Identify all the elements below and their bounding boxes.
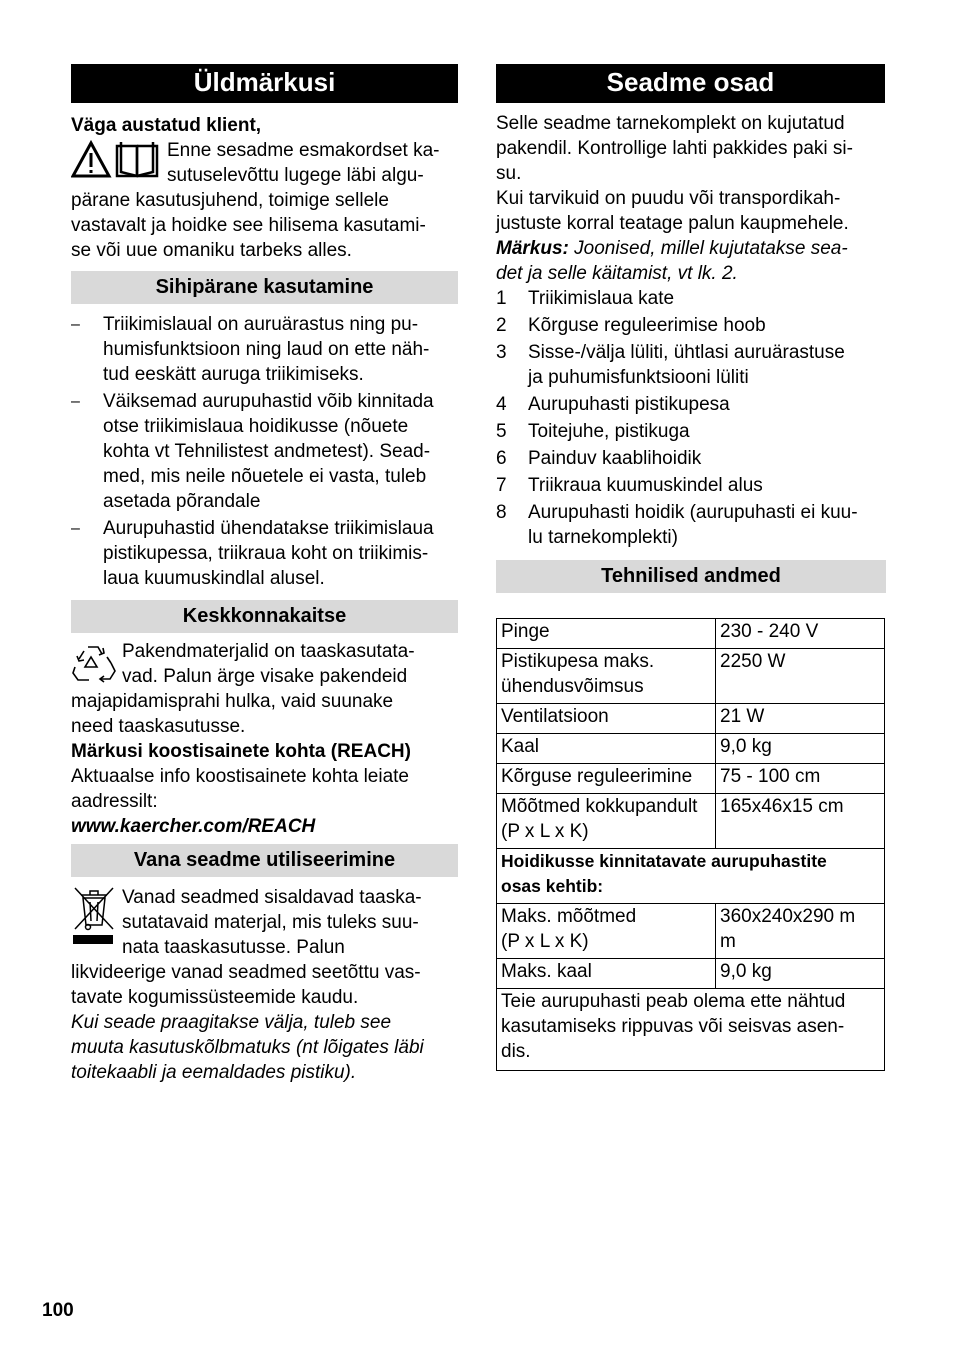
spec-value	[716, 794, 885, 849]
spec-label	[497, 619, 716, 649]
table-row	[497, 959, 885, 989]
spec-label-line: Maks. mõõtmed	[501, 906, 637, 927]
crossed-bin-icon	[71, 885, 117, 945]
parts-list	[496, 286, 885, 550]
spec-label-line: (P x L x K)	[501, 821, 589, 842]
spec-value-line: m	[720, 931, 736, 952]
salutation: Väga austatud klient,	[71, 115, 262, 136]
spec-value	[716, 649, 885, 704]
spec-label-line: Mõõtmed kokkupandult	[501, 796, 698, 817]
item-line: otse triikimislaua hoidikusse (nõuete	[103, 416, 409, 437]
left-column	[71, 64, 458, 1085]
spec-value	[716, 904, 885, 959]
item-text: Aurupuhasti hoidik (aurupuhasti ei kuu-	[528, 502, 858, 523]
note-label: Märkus:	[496, 238, 569, 259]
item-number: 6	[496, 448, 507, 469]
bullet-dash: –	[71, 520, 80, 537]
recycle-icon	[71, 643, 117, 685]
item-number: 5	[496, 421, 507, 442]
parts-intro-line: pakendil. Kontrollige lahti pakkides paki si-	[496, 138, 853, 159]
holder-heading-line: Hoidikusse kinnitatavate aurupuhastite	[501, 851, 827, 871]
disposal-heading: Vana seadme utiliseerimine	[71, 844, 458, 877]
parts-list-item	[496, 286, 885, 311]
spec-value-line: 230 - 240 V	[720, 621, 819, 642]
item-number: 1	[496, 288, 507, 309]
environment-line: Pakendmaterjalid on taaskasutata-	[122, 641, 415, 662]
parts-missing-line: Kui tarvikuid on puudu või transpordikah-	[496, 188, 841, 209]
disposal-line: Vanad seadmed sisaldavad taaska-	[122, 887, 422, 908]
spec-value-line: 9,0 kg	[720, 736, 772, 757]
spec-value	[716, 764, 885, 794]
technical-heading: Tehnilised andmed	[496, 560, 886, 593]
item-text: lu tarnekomplekti)	[528, 527, 678, 548]
general-intro-line: pärane kasutusjuhend, toimige sellele	[71, 190, 389, 211]
table-row	[497, 649, 885, 704]
table-row	[497, 619, 885, 649]
item-text: Toitejuhe, pistikuga	[528, 421, 690, 442]
disposal-note-line: muuta kasutuskõlbmatuks (nt lõigates läbi	[71, 1037, 424, 1058]
environment-text	[71, 639, 458, 739]
environment-line: vad. Palun ärge visake pakendeid	[122, 666, 408, 687]
environment-heading: Keskkonnakaitse	[71, 600, 458, 633]
spec-label-line: Maks. kaal	[501, 961, 592, 982]
parts-list-item	[496, 340, 885, 390]
general-intro-line: sutuselevõttu lugege läbi algu-	[167, 165, 424, 186]
spec-value	[716, 704, 885, 734]
spec-value	[716, 619, 885, 649]
item-line: Väiksemad aurupuhastid võib kinnitada	[103, 391, 434, 412]
parts-intro-line: su.	[496, 163, 522, 184]
spec-label	[497, 959, 716, 989]
technical-footer-line: dis.	[501, 1041, 531, 1062]
technical-footer-line: Teie aurupuhasti peab olema ette nähtud	[501, 991, 846, 1012]
warning-manual-icon	[71, 140, 161, 180]
page-number: 100	[42, 1300, 74, 1321]
spec-label-line: Kaal	[501, 736, 540, 757]
general-intro-line: vastavalt ja hoidke see hilisema kasutami-	[71, 215, 426, 236]
spec-value-line: 9,0 kg	[720, 961, 772, 982]
item-text: ja puhumisfunktsiooni lüliti	[528, 367, 749, 388]
parts-list-item	[496, 392, 885, 417]
item-line: Aurupuhastid ühendatakse triikimislaua	[103, 518, 434, 539]
right-column	[496, 64, 885, 1071]
parts-list-item	[496, 500, 885, 550]
intended-use-item	[71, 516, 458, 591]
spec-value-line: 165x46x15 cm	[720, 796, 844, 817]
parts-list-item	[496, 473, 885, 498]
parts-list-item	[496, 313, 885, 338]
technical-footer	[497, 989, 885, 1071]
note-line: det ja selle käitamist, vt lk. 2.	[496, 263, 738, 284]
spec-label-line: Ventilatsioon	[501, 706, 609, 727]
disposal-note-line: toitekaabli ja eemaldades pistiku).	[71, 1062, 357, 1083]
item-text: Kõrguse reguleerimise hoob	[528, 315, 766, 336]
spec-label-line: Pinge	[501, 621, 550, 642]
technical-table	[496, 618, 885, 1071]
spec-value-line: 360x240x290 m	[720, 906, 856, 927]
disposal-line: sutatavaid materjal, mis tuleks suu-	[122, 912, 419, 933]
note-text: Joonised, millel kujutatakse sea-	[568, 238, 848, 259]
item-number: 3	[496, 342, 507, 363]
spec-label	[497, 904, 716, 959]
general-intro	[71, 138, 458, 263]
item-line: Triikimislaual on auruärastus ning pu-	[103, 314, 419, 335]
table-row	[497, 794, 885, 849]
environment-line: majapidamisprahi hulka, vaid suunake	[71, 691, 394, 712]
parts-note	[496, 236, 885, 286]
table-row	[497, 904, 885, 959]
spec-value-line: 75 - 100 cm	[720, 766, 821, 787]
intended-use-heading: Sihipärane kasutamine	[71, 271, 458, 304]
item-line: kohta vt Tehnilistest andmetest). Sead-	[103, 441, 431, 462]
parts-list-item	[496, 419, 885, 444]
reach-url: www.kaercher.com/REACH	[71, 816, 316, 837]
item-number: 4	[496, 394, 507, 415]
item-text: Triikraua kuumuskindel alus	[528, 475, 763, 496]
bullet-dash: –	[71, 393, 80, 410]
disposal-text	[71, 885, 458, 1010]
environment-line: need taaskasutusse.	[71, 716, 246, 737]
table-row-heading	[497, 849, 885, 904]
item-number: 2	[496, 315, 507, 336]
spec-label	[497, 794, 716, 849]
holder-heading	[497, 849, 885, 904]
item-line: humisfunktsioon ning laud on ette näh-	[103, 339, 430, 360]
item-line: med, mis neile nõuetele ei vasta, tuleb	[103, 466, 427, 487]
item-line: laua kuumuskindlal alusel.	[103, 568, 325, 589]
technical-footer-line: kasutamiseks rippuvas või seisvas asen-	[501, 1016, 845, 1037]
reach-line: Aktuaalse info koostisainete kohta leiate	[71, 766, 409, 787]
bullet-dash: –	[71, 316, 80, 333]
spec-value-line: 21 W	[720, 706, 765, 727]
disposal-note-line: Kui seade praagitakse välja, tuleb see	[71, 1012, 392, 1033]
spec-value-line: 2250 W	[720, 651, 786, 672]
disposal-note	[71, 1010, 458, 1085]
parts-intro-line: Selle seadme tarnekomplekt on kujutatud	[496, 113, 845, 134]
item-text: Aurupuhasti pistikupesa	[528, 394, 730, 415]
item-text: Sisse-/välja lüliti, ühtlasi auruärastuse	[528, 342, 845, 363]
item-number: 7	[496, 475, 507, 496]
parts-missing-line: justuste korral teatage palun kaupmehele.	[496, 213, 849, 234]
intended-use-item	[71, 312, 458, 387]
general-intro-line: se või uue omaniku tarbeks alles.	[71, 240, 352, 261]
item-text: Triikimislaua kate	[528, 288, 675, 309]
spec-value	[716, 734, 885, 764]
general-intro-line: Enne sesadme esmakordset ka-	[167, 140, 440, 161]
item-number: 8	[496, 502, 507, 523]
spec-value	[716, 959, 885, 989]
item-text: Painduv kaablihoidik	[528, 448, 702, 469]
intended-use-item	[71, 389, 458, 514]
table-row	[497, 704, 885, 734]
item-line: pistikupessa, triikraua koht on triikimis-	[103, 543, 429, 564]
item-line: tud eeskätt auruga triikimiseks.	[103, 364, 364, 385]
item-line: asetada põrandale	[103, 491, 261, 512]
parts-list-item	[496, 446, 885, 471]
spec-label-line: ühendusvõimsus	[501, 676, 644, 697]
spec-label-line: Pistikupesa maks.	[501, 651, 655, 672]
spec-label	[497, 734, 716, 764]
disposal-line: nata taaskasutusse. Palun	[122, 937, 345, 958]
spec-label	[497, 649, 716, 704]
reach-heading: Märkusi koostisainete kohta (REACH)	[71, 741, 411, 762]
disposal-line: tavate kogumissüsteemide kaudu.	[71, 987, 359, 1008]
spec-label-line: Kõrguse reguleerimine	[501, 766, 693, 787]
spec-label	[497, 764, 716, 794]
parts-heading: Seadme osad	[496, 64, 885, 103]
table-row-footer	[497, 989, 885, 1071]
reach-line: aadressilt:	[71, 791, 158, 812]
holder-heading-line: osas kehtib:	[501, 876, 604, 896]
spec-label	[497, 704, 716, 734]
table-row	[497, 764, 885, 794]
disposal-line: likvideerige vanad seadmed seetõttu vas-	[71, 962, 421, 983]
spec-label-line: (P x L x K)	[501, 931, 589, 952]
table-row	[497, 734, 885, 764]
general-heading: Üldmärkusi	[71, 64, 458, 103]
